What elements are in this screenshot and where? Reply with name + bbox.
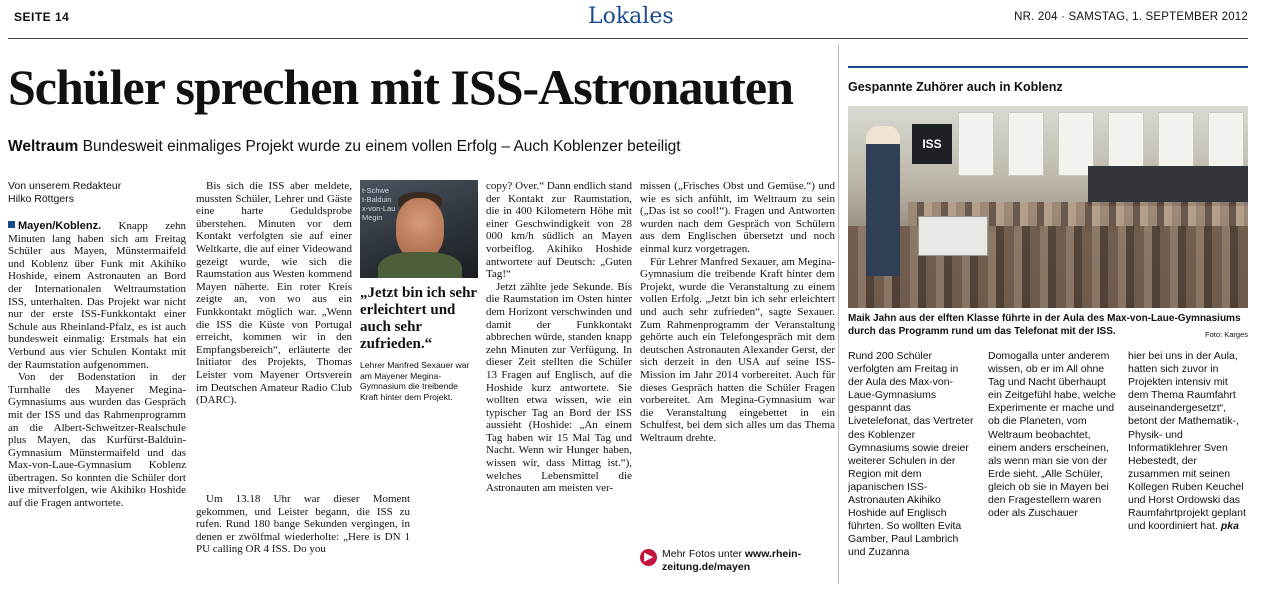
byline-role: Von unserem Redakteur xyxy=(8,180,122,192)
portrait-shirt xyxy=(378,252,462,278)
dateline: Mayen/Koblenz. xyxy=(18,220,102,232)
square-bullet-icon xyxy=(8,221,15,228)
photo-speaker xyxy=(866,126,900,276)
sidebar-column-1: Rund 200 Schüler verfolgten am Freitag in der Aula des Max-von-Laue-Gymnasiums gespannt das Livetelefonat, das Vertreter des Koblenzer Gymnasiums sowie dreier weiterer Schulen in der Region mit dem japanischen ISS-Astronauten Akihiko Hoshide auf Englisch führten. So wollten Evita Gamber, Paul Lambrich und Zuzanna xyxy=(848,350,974,559)
photo-caption xyxy=(848,312,1248,341)
portrait-background-sign: t-Schwe t-Balduin x-von-Lau Megin xyxy=(362,186,396,222)
photo-screen xyxy=(912,124,952,164)
section-title: Lokales xyxy=(588,4,674,29)
kicker: Weltraum xyxy=(8,138,79,155)
pull-quote: „Jetzt bin ich sehr erleichtert und auch sehr zufrieden.“ xyxy=(360,285,477,352)
subhead xyxy=(8,138,838,156)
paragraph: Bis sich die ISS aber meldete, mussten Schüler, Lehrer und Gäste eine harte Geduldsprobe überstehen. Minuten vor dem Kontakt verfolgten sie auf einer Weltkarte, die auf einer Videowand gezeigt wurde, wie sich die Raumstation aus Westen kommend Mayen näherte. Ein roter Kreis zeigte an, von wo aus ein Funkkontakt möglich war. „Wenn die ISS die Küste von Portugal erreicht, kommen wir in den Empfangsbereich“, erläuterte der Initiator des Projekts, Thomas Leister vom Mayener Ortsverein im Deutschen Amateur Radio Club (DARC). xyxy=(196,180,352,407)
sidebar-rule xyxy=(848,66,1248,68)
byline-author: Hilko Röttgers xyxy=(8,193,74,205)
photo-caption-text: Maik Jahn aus der elften Klasse führte in der Aula des Max-von-Laue-Gymnasiums durch das Programm rund um das Telefonat mit der ISS. xyxy=(848,313,1241,337)
photo-window xyxy=(1008,112,1044,176)
photo-equipment xyxy=(918,216,988,256)
paragraph-text: Knapp zehn Minuten lang haben sich am Freitag Schüler aus Mayen, Münstermaifeld und Koblenz über Funk mit Akihiko Hoshide, einem Astronauten an Bord der Internationalen Weltraumstation ISS, unterhalten. Das Projekt war nicht nur der erste ISS-Funkkontakt einer Schule aus Rheinland-Pfalz, es ist auch bundesweit einmalig: Erstmals hat ein Verbund aus vier Schulen Kontakt mit der Raumstation aufgenommen. xyxy=(8,220,186,371)
author-initials: pka xyxy=(1220,520,1239,533)
portrait-photo xyxy=(360,180,478,278)
pull-quote-caption: Lehrer Manfred Sexauer war am Mayener Megina-Gymnasium die treibende Kraft hinter dem Projekt. xyxy=(360,360,470,402)
photo-panel-table xyxy=(1088,166,1248,206)
sidebar-column-2: Domogalla unter anderem wissen, ob er im All ohne Tag und Nacht überhaupt ein Zeitgefühl habe, welche Experimente er mache und ob die Planeten, vom Weltraum beobachtet, einem anders erscheinen, als wenn man sie von der Erde sieht. „Alle Schüler, gleich ob sie in Mayen bei den Fragestellern waren oder als Zuschauer xyxy=(988,350,1116,520)
article-column-2-bottom xyxy=(196,493,410,582)
headline: Schüler sprechen mit ISS-Astronauten xyxy=(8,59,793,115)
paragraph xyxy=(8,220,186,371)
paragraph: Von der Bodenstation in der Turnhalle des Mayener Megina-Gymnasiums aus wurden das Gespräch mit der ISS und das Rahmenprogramm an die Albert-Schweitzer-Realschule plus Mayen, das Kurfürst-Balduin-Gymnasium Münstermaifeld und das Max-von-Laue-Gymnasium Koblenz übertragen. So konnten die Schüler dort live mitverfolgen, wie Akihiko Hoshide auf die Fragen antwortete. xyxy=(8,371,186,510)
more-photos-text: Mehr Fotos unter xyxy=(662,548,742,560)
arrow-right-icon: ▶ xyxy=(640,549,657,566)
more-photos-link[interactable] xyxy=(640,548,835,574)
photo-audience-front xyxy=(848,226,1248,308)
portrait-face xyxy=(396,198,444,258)
column-divider xyxy=(838,44,839,584)
sidebar-column-3 xyxy=(1128,350,1248,582)
paragraph: copy? Over.“ Dann endlich stand der Kontakt zur Raumstation, die in 400 Kilometern Höhe mit einer Geschwindigkeit von 28 000 km/h südlich an Mayen vorbeiflog. Akihiko Hoshide antwortete auf Deutsch: „Guten Tag!“ xyxy=(486,180,632,281)
byline xyxy=(8,180,208,206)
article-column-3 xyxy=(486,180,632,582)
photo-window xyxy=(958,112,994,176)
paragraph: Für Lehrer Manfred Sexauer, am Megina-Gymnasium die treibende Kraft hinter dem Projekt, wurde die Veranstaltung zu einem vollen Erfolg. „Jetzt bin ich sehr erleichtert und auch sehr zufrieden“, sagte Sexauer. Zum Rahmenprogramm der Veranstaltung gehörte auch ein Telefongespräch mit dem deutschen Astronauten Alexander Gerst, der sich derzeit in den USA auf seine ISS-Mission im Jahr 2014 vorbereitet. Auch für dieses Gespräch hatten die Schüler Fragen vorbereitet. Am Megina-Gymnasium war die Veranstaltung eingebettet in ein Schulfest, bei dem sich alles um das Thema Weltraum drehte. xyxy=(640,255,835,444)
paragraph: Um 13.18 Uhr war dieser Moment gekommen, und Leister begann, die ISS zu rufen. Rund 180 bange Sekunden vergingen, in denen er zwölfmal wiederholte: „Here is DN 1 PU calling OR 4 ISS. Do you xyxy=(196,493,410,556)
photo-screen-sign: ISS xyxy=(922,137,942,151)
page-header xyxy=(8,0,1248,40)
issue-date: NR. 204 · SAMSTAG, 1. SEPTEMBER 2012 xyxy=(1014,11,1248,23)
page-number: SEITE 14 xyxy=(14,10,70,24)
article-column-4 xyxy=(640,180,835,542)
audience-photo xyxy=(848,106,1248,308)
sidebar-column-3-text: hier bei uns in der Aula, hatten sich zuvor in Projekten intensiv mit dem Thema Raumfahrt auseinandergesetzt“, betont der Mathematik-, Physik- und Informatiklehrer Sven Hebestedt, der zusammen mit seinen Kollegen Ruben Keuchel und Horst Ordowski das Raumfahrtprojekt geplant und koordiniert hat. xyxy=(1128,350,1246,533)
subhead-text: Bundesweit einmaliges Projekt wurde zu einem vollen Erfolg – Auch Koblenzer beteiligt xyxy=(82,138,681,155)
article-column-1 xyxy=(8,220,186,582)
header-rule xyxy=(8,38,1248,39)
sidebar-title: Gespannte Zuhörer auch in Koblenz xyxy=(848,80,1063,94)
photo-credit: Foto: Karges xyxy=(1205,330,1248,339)
paragraph: missen („Frisches Obst und Gemüse.“) und wie es sich anfühlt, im Weltraum zu sein („Das ist so cool!“). Fragen und Antworten wurden nach dem Gespräch von Schülern aus dem Englischen übersetzt und noch einmal kurz vorgetragen. xyxy=(640,180,835,255)
paragraph: Jetzt zählte jede Sekunde. Bis die Raumstation im Osten hinter dem Horizont verschwinden und damit der Funkkontakt abbrechen würde, standen knapp zehn Minuten zur Verfügung. In dieser Zeit stellten die Schüler 13 Fragen auf Englisch, auf die Hoshide kurz antwortete. Sie wollten etwa wissen, wie ein typischer Tag an Bord der ISS aussieht (Hoshide: „An einem Tag haben wir 15 Mal Tag und Nacht. Wenn wir Hunger haben, wissen wir, dass Mittag ist.“), welches Lebensmittel die Astronauten am meisten ver- xyxy=(486,280,632,495)
more-photos-url[interactable]: www.rhein-zeitung.de/mayen xyxy=(662,548,802,573)
